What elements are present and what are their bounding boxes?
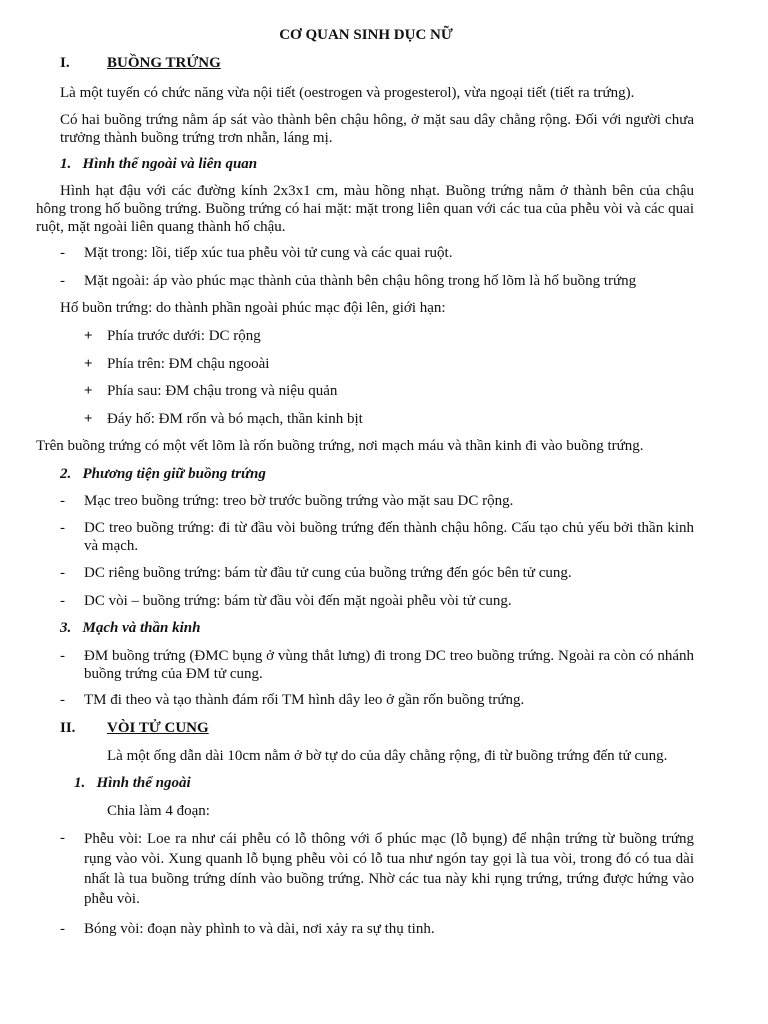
dash-bullet: - <box>60 593 65 609</box>
section-1-numeral: I. <box>60 55 70 71</box>
plus-bullet: + <box>84 328 93 344</box>
plus-bullet: + <box>84 411 93 427</box>
dash-bullet: - <box>60 692 65 708</box>
dash-bullet: - <box>60 921 65 937</box>
subsection-2-1-lead: Chia làm 4 đoạn: <box>107 803 210 819</box>
list-item: Mặt ngoài: áp vào phúc mạc thành của thành bên chậu hông trong hố lõm là hố buồng trứng <box>84 273 637 289</box>
dash-bullet: - <box>60 565 65 581</box>
fossa-intro: Hố buồn trứng: do thành phần ngoài phúc mạc đội lên, giới hạn: <box>60 300 446 316</box>
list-item: Phễu vòi: Loe ra như cái phễu có lỗ thông với ổ phúc mạc (lỗ bụng) để nhận trứng từ buồng trứng rụng vào vòi. Xung quanh lỗ bụng phễu vòi có lỗ tua như ngón tay gọi là tua vòi, trong đó có tua dài nhất là tua buồng trứng dính vào buồng trứng. Nhờ các tua này khi rụng trứng, trứng được hứng vào phễu vòi. <box>84 831 694 907</box>
dash-bullet: - <box>60 245 65 261</box>
list-item: Phía trước dưới: DC rộng <box>107 328 261 344</box>
dash-bullet: - <box>60 273 65 289</box>
list-item: Phía sau: ĐM chậu trong và niệu quản <box>107 383 338 399</box>
list-item: DC riêng buồng trứng: bám từ đầu tử cung của buồng trứng đến góc bên tử cung. <box>84 565 572 581</box>
dash-bullet: - <box>60 648 65 664</box>
list-item: DC vòi – buồng trứng: bám từ đầu vòi đến mặt ngoài phễu vòi tử cung. <box>84 593 512 609</box>
list-item: Bóng vòi: đoạn này phình to và dài, nơi xảy ra sự thụ tinh. <box>84 921 435 937</box>
hilum-paragraph: Trên buồng trứng có một vết lõm là rốn buồng trứng, nơi mạch máu và thần kinh đi vào buồng trứng. <box>36 438 644 454</box>
dash-bullet: - <box>60 493 65 509</box>
list-item: DC treo buồng trứng: đi từ đầu vòi buồng trứng đến thành chậu hông. Cấu tạo chủ yếu bởi thần kinh và mạch. <box>84 520 694 554</box>
subsection-1-3-title: 3. Mạch và thần kinh <box>60 620 201 636</box>
list-item: Mặt trong: lồi, tiếp xúc tua phễu vòi tử cung và các quai ruột. <box>84 245 453 261</box>
list-item: Phía trên: ĐM chậu ngooài <box>107 356 270 372</box>
subsection-2-1-title: 1. Hình thể ngoài <box>74 775 191 791</box>
subsection-1-2-title: 2. Phương tiện giữ buồng trứng <box>60 466 266 482</box>
list-item: Mạc treo buồng trứng: treo bờ trước buồng trứng vào mặt sau DC rộng. <box>84 493 514 509</box>
dash-bullet: - <box>60 520 65 536</box>
section-1-paragraph-2: Có hai buồng trứng nằm áp sát vào thành bên chậu hông, ở mặt sau dây chằng rộng. Đối với người chưa trưởng thành buồng trứng trơn nhẵn, láng mị. <box>60 112 694 146</box>
section-1-title: BUỒNG TRỨNG <box>107 55 221 71</box>
plus-bullet: + <box>84 383 93 399</box>
list-item: ĐM buồng trứng (ĐMC bụng ở vùng thắt lưng) đi trong DC treo buồng trứng. Ngoài ra còn có nhánh buồng trứng của ĐM tử cung. <box>84 648 694 682</box>
subsection-1-1-title: 1. Hình thể ngoài và liên quan <box>60 156 258 172</box>
document-title: CƠ QUAN SINH DỤC NỮ <box>279 27 453 43</box>
section-2-intro: Là một ống dẫn dài 10cm nằm ở bờ tự do của dây chằng rộng, đi từ buồng trứng đến tử cung. <box>107 748 668 764</box>
plus-bullet: + <box>84 356 93 372</box>
subsection-1-1-paragraph: Hình hạt đậu với các đường kính 2x3x1 cm, màu hồng nhạt. Buồng trứng nằm ở thành bên của chậu hông trong hố buồng trứng. Buồng trứng có hai mặt: mặt trong liên quan với các tua của phễu vòi và các quai ruột, mặt ngoài liên quang thành hố chậu. <box>36 183 694 235</box>
list-item: Đáy hố: ĐM rốn và bó mạch, thần kinh bịt <box>107 411 363 427</box>
section-2-numeral: II. <box>60 720 76 736</box>
dash-bullet: - <box>60 830 65 846</box>
section-2-title: VÒI TỬ CUNG <box>107 720 209 736</box>
section-1-paragraph-1: Là một tuyến có chức năng vừa nội tiết (oestrogen và progesterol), vừa ngoại tiết (tiết ra trứng). <box>60 85 635 101</box>
list-item: TM đi theo và tạo thành đám rối TM hình dây leo ở gần rốn buồng trứng. <box>84 692 525 708</box>
